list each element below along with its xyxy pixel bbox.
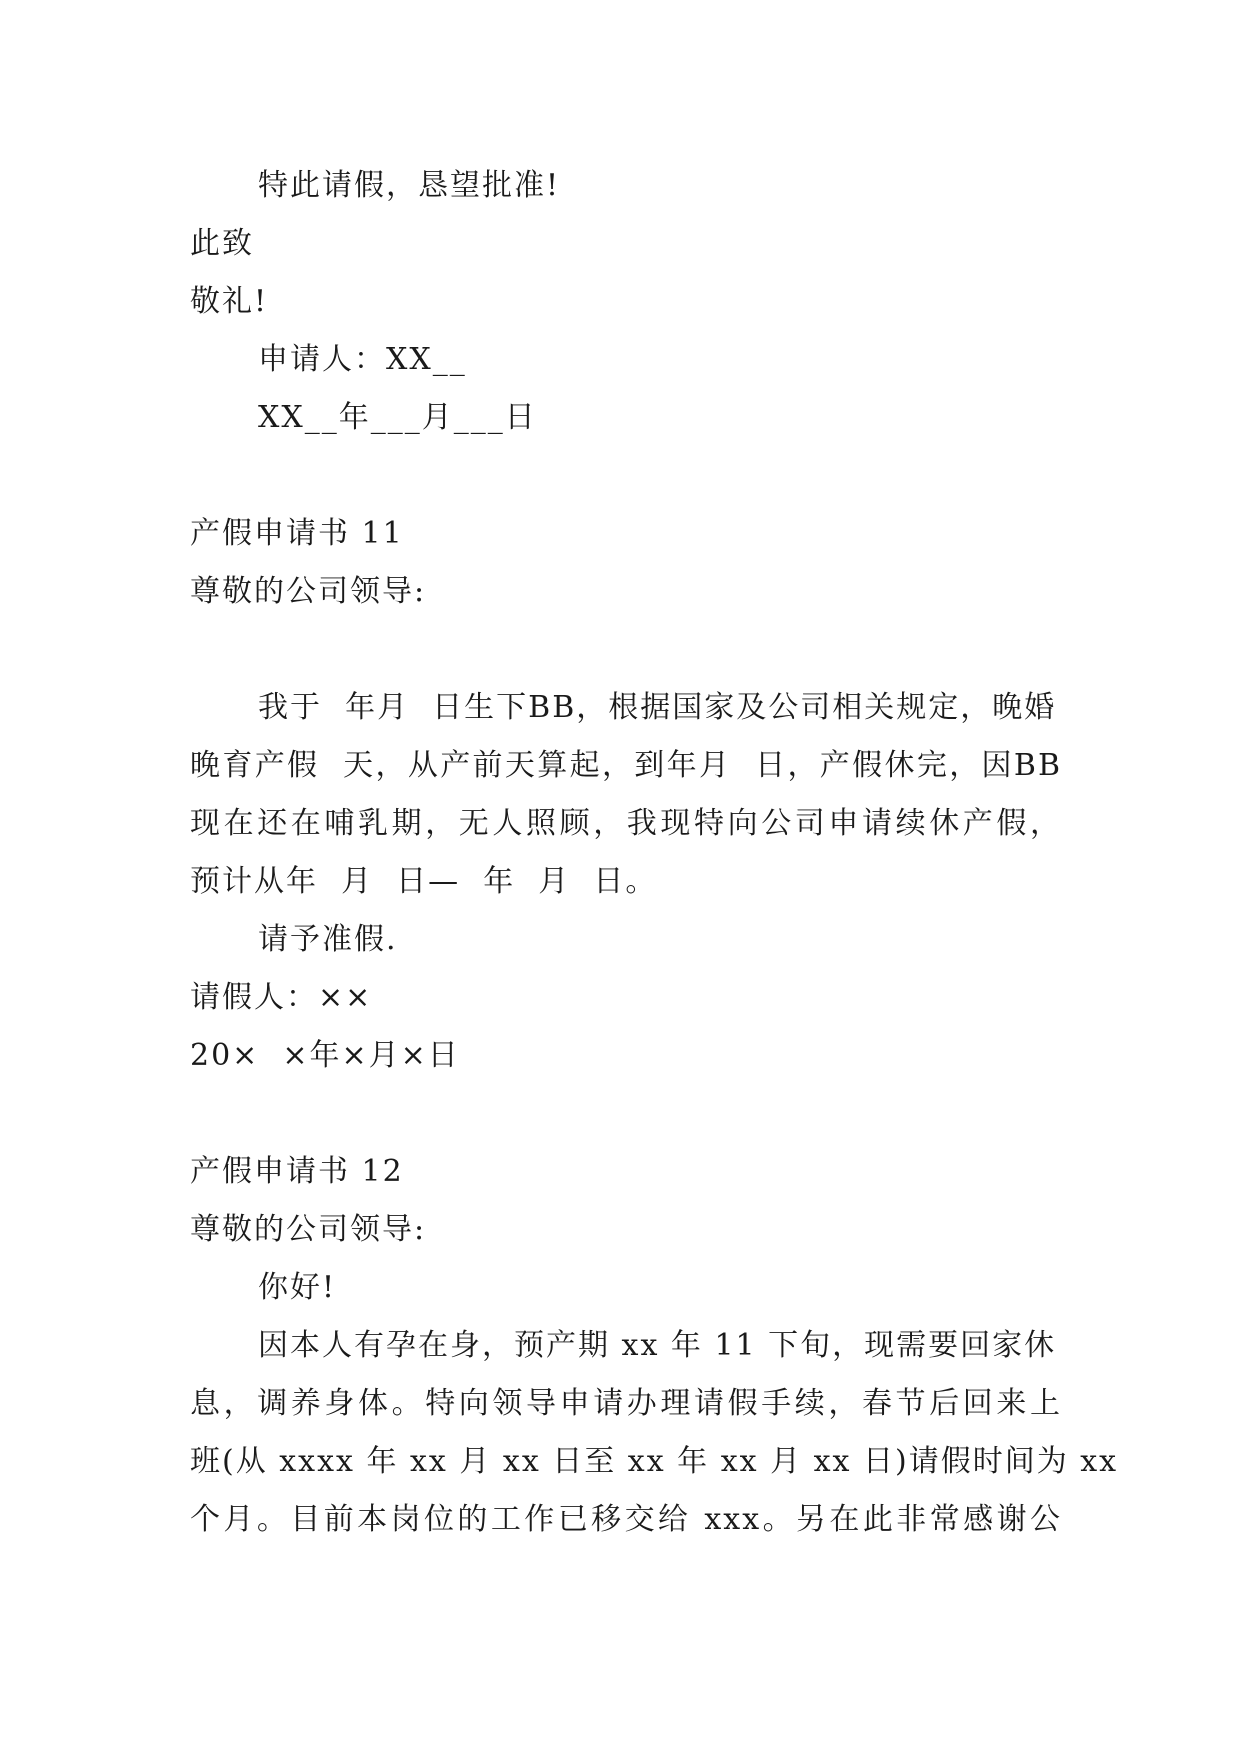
applicant-11: 请假人：×× xyxy=(190,980,373,1015)
letter-title-11: 产假申请书 11 xyxy=(190,516,404,551)
request-11: 请予准假. xyxy=(258,922,398,957)
body-line-12-2: 息，调养身体。特向领导申请办理请假手续，春节后回来上 xyxy=(190,1386,1062,1421)
salutation-12: 尊敬的公司领导: xyxy=(190,1212,427,1247)
body-line-11-2: 晚育产假 天，从产前天算起，到年月 日，产假休完，因BB xyxy=(190,748,1062,783)
letter-title-12: 产假申请书 12 xyxy=(190,1154,404,1189)
body-line-11-4: 预计从年 月 日— 年 月 日。 xyxy=(190,864,658,899)
date-line: XX__年___月___日 xyxy=(258,400,537,435)
applicant-line: 申请人：XX__ xyxy=(258,342,467,377)
closing-line-2: 敬礼! xyxy=(190,284,269,319)
greeting-12: 你好! xyxy=(258,1270,337,1305)
body-line-11-1: 我于 年月 日生下BB，根据国家及公司相关规定，晚婚 xyxy=(258,690,1057,725)
closing-line-1: 此致 xyxy=(190,226,254,261)
body-line-12-1: 因本人有孕在身，预产期 xx 年 11 下旬，现需要回家休 xyxy=(258,1328,1057,1363)
body-line-12-4: 个月。目前本岗位的工作已移交给 xxx。另在此非常感谢公 xyxy=(190,1502,1062,1537)
request-line: 特此请假，恳望批准! xyxy=(258,168,561,203)
date-11: 20× ×年×月×日 xyxy=(190,1038,460,1073)
body-line-12-3: 班(从 xxxx 年 xx 月 xx 日至 xx 年 xx 月 xx 日)请假时间为 xx xyxy=(190,1444,1119,1479)
body-line-11-3: 现在还在哺乳期，无人照顾，我现特向公司申请续休产假， xyxy=(190,806,1062,841)
salutation-11: 尊敬的公司领导: xyxy=(190,574,427,609)
